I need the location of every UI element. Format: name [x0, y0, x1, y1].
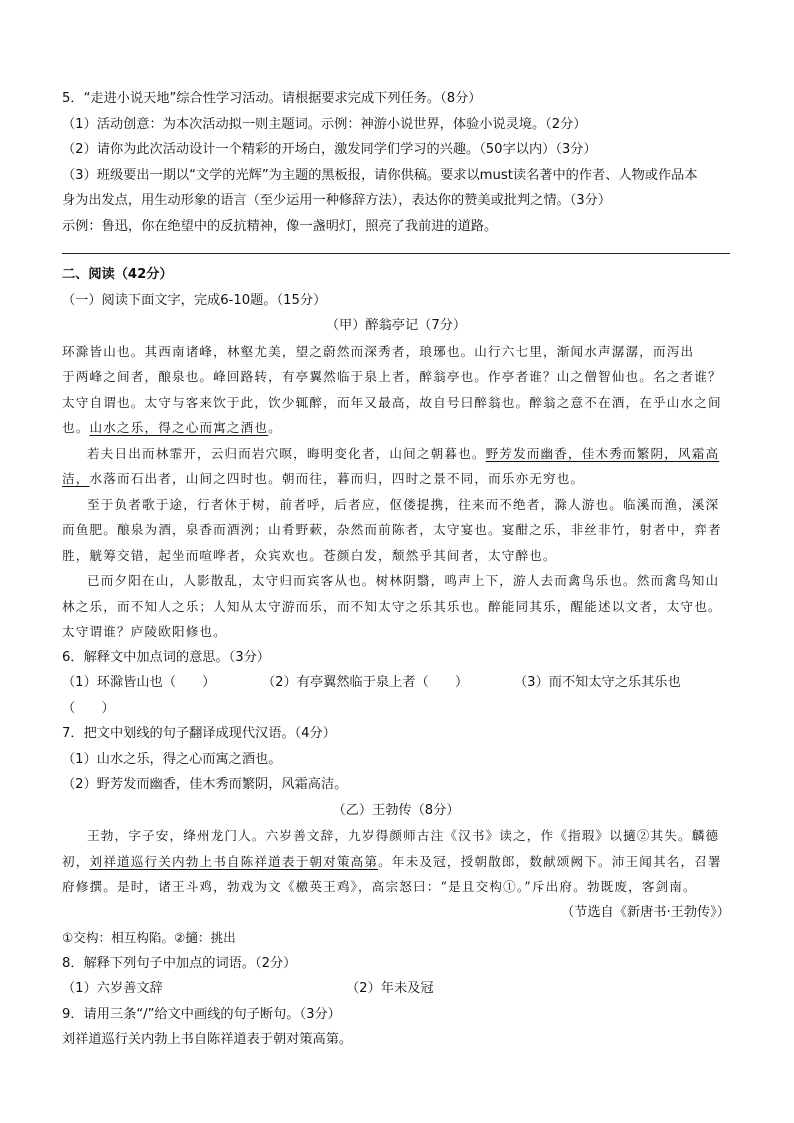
jia-p4-line: 林之乐，而不知人之乐；人知从太守游而乐，而不知太守之乐其乐也。醉能同其乐，醒能述以文者，太守也。: [62, 598, 722, 614]
underlined-sentence-2a: 野芳发而幽香，佳木秀而繁阴，风霜高: [485, 445, 720, 461]
q7-item-1: （1）山水之乐，得之心而寓之酒也。: [62, 751, 282, 767]
q8-items: [62, 976, 730, 1002]
jia-p4-line: 太守谓谁？庐陵欧阳修也。: [62, 624, 227, 639]
jia-p4-line: 已而夕阳在山，人影散乱，太守归而宾客从也。树林阴翳，鸣声上下，游人去而禽鸟乐也。然而禽鸟知山: [87, 573, 720, 588]
section2-title: 二、阅读（42分）: [62, 267, 173, 282]
jia-p2-l1-pre: 若夫日出而林霏开，云归而岩穴暝，晦明变化者，山间之朝暮也。: [87, 445, 486, 461]
jia-p1-line: 环滁皆山也。其西南诸峰，林壑尤美，望之蔚然而深秀者，琅琊也。山行六七里，渐闻水声潺潺，而泻出: [62, 343, 695, 359]
underlined-sentence-2b: 洁，: [62, 471, 90, 486]
underlined-sentence-1: 山水之乐，得之心而寓之酒也: [89, 420, 269, 435]
yi-line-3: 府修撰。是时，诸王斗鸡，勃戏为文《檄英王鸡》，高宗怒曰：“是且交构①。”斥出府。勃既废，客剑南。: [62, 879, 697, 894]
jia-p1-last-post: 。: [268, 420, 282, 435]
exam-page: [62, 86, 730, 1053]
yi-line-1: 王勃，字子安，绛州龙门人。六岁善文辞，九岁得颜师古注《汉书》读之，作《指瑕》以擿②其失。麟德: [87, 828, 720, 843]
jia-p2-line2: [62, 466, 730, 492]
q6-stem: 6．解释文中加点词的意思。（3分）: [62, 649, 270, 665]
q8-stem: 8．解释下列句子中加点的词语。（2分）: [62, 955, 297, 971]
yi-line-2: [62, 849, 730, 875]
q5-sub1: （1）活动创意：为本次活动拟一则主题词。示例：神游小说世界，体验小说灵境。（2分）: [62, 116, 587, 132]
q9-stem: 9．请用三条“/”给文中画线的句子断句。（3分）: [62, 1006, 341, 1022]
jia-title: （甲）醉翁亭记（7分）: [325, 318, 467, 333]
yi-l2-pre: 初，: [62, 853, 90, 869]
q5-sub3-text1: （3）班级要出一期以“文学的光辉”为主题的黑板报，请你供稿。要求以must读名著中的作者、人物或作品本: [62, 167, 698, 183]
jia-paragraph-1: [62, 339, 730, 365]
section-divider: [62, 253, 730, 254]
jia-p1-last-pre: 也。: [62, 420, 90, 435]
jia-p2-l2-post: 水落而石出者，山间之四时也。朝而往，暮而归，四时之景不同，而乐亦无穷也。: [89, 471, 585, 486]
jia-p1-line: 太守自谓也。太守与客来饮于此，饮少辄醉，而年又最高，故自号曰醉翁也。醉翁之意不在酒，在乎山水之间: [62, 394, 722, 410]
underlined-sentence-3: 刘祥道巡行关内勃上书自陈祥道表于朝对策高第: [89, 853, 379, 869]
q5-sub2: （2）请你为此次活动设计一个精彩的开场白，激发同学们学习的兴趣。（50字以内）（3分）: [62, 142, 597, 157]
part1-intro: （一）阅读下面文字，完成6-10题。（15分）: [62, 292, 327, 308]
jia-p2-line1: [62, 441, 730, 467]
q6-item-3: （3）而不知太守之乐其乐也: [514, 675, 681, 690]
q6-item-2: （2）有亭翼然临于泉上者（ ）: [262, 675, 469, 690]
yi-title: （乙）王勃传（8分）: [332, 802, 460, 818]
q7-stem: 7．把文中划线的句子翻译成现代汉语。（4分）: [62, 726, 336, 741]
jia-p1-line: 于两峰之间者，酿泉也。峰回路转，有亭翼然临于泉上者，醉翁亭也。作亭者谁？山之僧智仙也。名之者谁？: [62, 369, 722, 384]
q9-sentence: 刘祥道巡行关内勃上书自陈祥道表于朝对策高第。: [62, 1032, 353, 1047]
jia-p3-line: 至于负者歌于途，行者休于树，前者呼，后者应，伛偻提携，往来而不绝者，滁人游也。临溪而渔，溪深: [87, 496, 720, 512]
yi-l2-post: 。年未及冠，授朝散郎，数献颂阙下。沛王闻其名，召署: [378, 853, 722, 869]
q6-items: [62, 670, 730, 696]
q8-item-1: （1）六岁善文辞: [62, 981, 163, 996]
jia-p3-line: 胜，觥筹交错，起坐而喧哗者，众宾欢也。苍颜白发，颓然乎其间者，太守醉也。: [62, 547, 557, 563]
q6-tail: （ ）: [62, 700, 115, 716]
yi-source: （节选自《新唐书·王勃传》）: [560, 904, 730, 920]
q8-item-2: （2）年未及冠: [346, 981, 434, 996]
jia-p1-last-line: [62, 415, 730, 441]
q5-sub3-line1: [62, 163, 730, 189]
jia-p3-line: 而鱼肥。酿泉为酒，泉香而酒洌；山肴野蔌，杂然而前陈者，太守宴也。宴酣之乐，非丝非竹，射者中，弈者: [62, 522, 722, 537]
yi-notes: ①交构：相互构陷。②擿：挑出: [62, 930, 236, 945]
q5-example: 示例：鲁迅，你在绝望中的反抗精神，像一盏明灯，照亮了我前进的道路。: [62, 218, 498, 234]
q7-item-2: （2）野芳发而幽香，佳木秀而繁阴，风霜高洁。: [62, 777, 348, 792]
q5-stem: 5．“走进小说天地”综合性学习活动。请根据要求完成下列任务。（8分）: [62, 91, 482, 106]
q6-item-1: （1）环滁皆山也（ ）: [62, 675, 216, 690]
q5-sub3-line2: 身为出发点，用生动形象的语言（至少运用一种修辞方法），表达你的赞美或批判之情。（3分）: [62, 193, 612, 208]
